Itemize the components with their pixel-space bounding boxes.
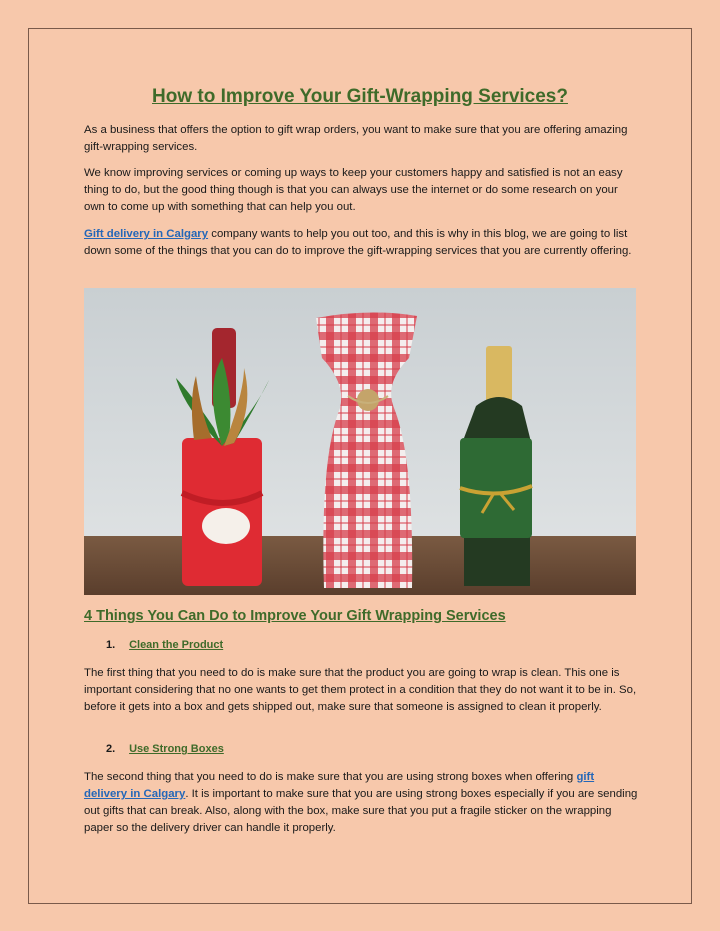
list-item-2-number: 2. [106,743,116,755]
item-2-paragraph-start: The second thing that you need to do is make sure that you are using strong boxes when offering [84,771,577,783]
gift-delivery-link[interactable]: Gift delivery in Calgary [84,228,209,240]
intro-paragraph-3 [84,226,638,260]
intro-paragraph-1: As a business that offers the option to gift wrap orders, you want to make sure that you are offering amazing gift-wrapping services. [84,124,628,153]
item-1-paragraph: The first thing that you need to do is make sure that the product you are going to wrap is clean. This one is important considering that no one wants to get them protect in a condition that they do not want it to be in. So, before it gets into a box and gets shipped out, make sure that someone is assigned to clean it properly. [84,667,637,713]
wine-bottles-gift-wrap-photo-icon [84,288,636,595]
list-item-1-label: Clean the Product [129,639,224,651]
list-item-1-number: 1. [106,639,116,651]
list-item-1 [106,639,223,651]
item-2-paragraph [84,769,638,837]
page-title: How to Improve Your Gift-Wrapping Services? [152,86,568,107]
gift-delivery-link-2[interactable]: gift delivery in Calgary [84,771,595,800]
section-heading: 4 Things You Can Do to Improve Your Gift Wrapping Services [84,608,506,624]
intro-paragraph-3-text: company wants to help you out too, and this is why in this blog, we are going to list down some of the things that you can do to improve the gift-wrapping services that you are currently offering. [84,228,632,257]
item-2-paragraph-end: . It is important to make sure that you are using strong boxes especially if you are sending out gifts that can break. Also, along with the box, make sure that you put a fragile sticker on the wrapping paper so the delivery driver can handle it properly. [84,788,638,834]
intro-paragraph-2: We know improving services or coming up ways to keep your customers happy and satisfied is not an easy thing to do, but the good thing though is that you can always use the internet or do some research on your own to come up with something that can help you out. [84,167,623,213]
list-item-2 [106,743,224,755]
list-item-2-label: Use Strong Boxes [129,743,224,755]
